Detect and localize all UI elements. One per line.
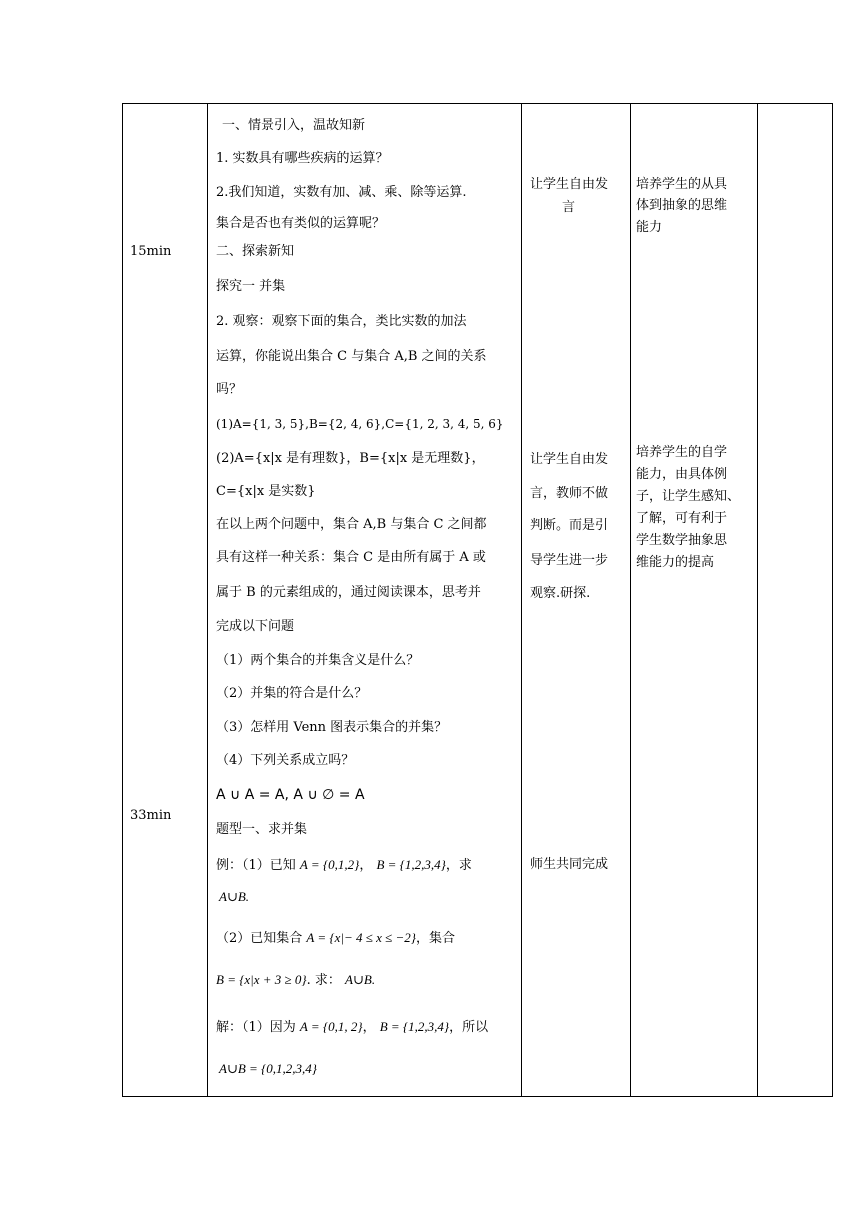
formula: A∪B.	[345, 972, 376, 987]
example-text: ，求	[445, 858, 472, 873]
section-heading: 二、探索新知	[216, 244, 295, 259]
solution-text: 解：（1）因为	[216, 1020, 296, 1035]
purpose-line: 维能力的提高	[636, 555, 715, 570]
formula: A ∪ A = A, A ∪ ∅ = A	[216, 787, 365, 803]
activity-line: 言，教师不做	[530, 486, 609, 501]
column-divider	[207, 104, 208, 1096]
purpose-line: 培养学生的自学	[636, 445, 728, 460]
content-line: （4）下列关系成立吗？	[216, 753, 355, 768]
column-divider	[521, 104, 522, 1096]
purpose-line: 子，让学生感知、	[636, 489, 741, 504]
example-text: 例：（1）已知	[216, 858, 296, 873]
activity-line: 观察.研探.	[530, 586, 591, 601]
content-line: (1)A={1, 3, 5},B={2, 4, 6},C={1, 2, 3, 4, 5, 6}	[216, 417, 504, 431]
content-line: 探究一 并集	[216, 279, 286, 294]
purpose-line: 学生数学抽象思	[636, 533, 728, 548]
section-heading: 题型一、求并集	[216, 822, 308, 837]
column-divider	[630, 104, 631, 1096]
formula: A = {0,1,2}	[299, 857, 360, 872]
example-line	[216, 930, 455, 947]
example-text: （2）已知集合	[216, 931, 303, 946]
content-line: （2）并集的符合是什么？	[216, 686, 368, 701]
activity-line: 让学生自由发	[530, 177, 609, 192]
content-line: 在以上两个问题中，集合 A,B 与集合 C 之间都	[216, 517, 487, 532]
content-line: (2)A={x|x 是有理数}，B={x|x 是无理数}，	[216, 451, 485, 466]
content-line: （1）两个集合的并集含义是什么？	[216, 653, 420, 668]
solution-text: ，	[362, 1020, 376, 1035]
example-text: ，	[359, 858, 373, 873]
activity-line: 师生共同完成	[530, 857, 609, 872]
activity-line: 言	[562, 200, 576, 215]
formula: A∪B.	[219, 889, 250, 904]
purpose-line: 能力，由具体例	[636, 467, 728, 482]
example-text: . 求：	[306, 973, 341, 988]
activity-line: 导学生进一步	[530, 553, 609, 568]
purpose-line: 培养学生的从具	[636, 177, 728, 192]
content-line: 属于 B 的元素组成的，通过阅读课本，思考并	[216, 585, 481, 600]
content-line: 完成以下问题	[216, 619, 295, 634]
formula: B = {1,2,3,4}	[379, 1019, 450, 1034]
example-text: ，集合	[415, 931, 455, 946]
content-line: 1. 实数具有哪些疾病的运算？	[216, 151, 389, 166]
solution-line	[216, 1019, 488, 1036]
content-line: 2.我们知道，实数有加、减、乘、除等运算.	[216, 185, 467, 200]
column-divider	[757, 104, 758, 1096]
formula: B = {1,2,3,4}	[376, 857, 446, 872]
content-line: 集合是否也有类似的运算呢？	[216, 216, 386, 231]
content-line: C={x|x 是实数}	[216, 484, 316, 499]
activity-line: 让学生自由发	[530, 452, 609, 467]
purpose-line: 能力	[636, 220, 663, 235]
example-line	[216, 857, 472, 874]
example-line	[216, 972, 375, 989]
formula: B = {x|x + 3 ≥ 0}	[216, 972, 307, 987]
formula: A∪B = {0,1,2,3,4}	[219, 1061, 317, 1076]
content-line: 2. 观察：观察下面的集合，类比实数的加法	[216, 314, 467, 329]
time-label: 15min	[130, 244, 172, 259]
purpose-line: 了解，可有利于	[636, 511, 728, 526]
activity-line: 判断。而是引	[530, 518, 609, 533]
formula: A = {0,1, 2}	[299, 1019, 363, 1034]
time-label: 33min	[130, 808, 172, 823]
content-line: 吗？	[216, 382, 243, 397]
solution-text: ，所以	[449, 1020, 489, 1035]
content-line: （3）怎样用 Venn 图表示集合的并集？	[216, 720, 448, 735]
section-heading: 一、情景引入，温故知新	[222, 118, 366, 133]
purpose-line: 体到抽象的思维	[636, 198, 728, 213]
content-line: 运算，你能说出集合 C 与集合 A,B 之间的关系	[216, 349, 487, 364]
content-line: 具有这样一种关系：集合 C 是由所有属于 A 或	[216, 550, 486, 565]
formula: A = {x|− 4 ≤ x ≤ −2}	[306, 930, 416, 945]
